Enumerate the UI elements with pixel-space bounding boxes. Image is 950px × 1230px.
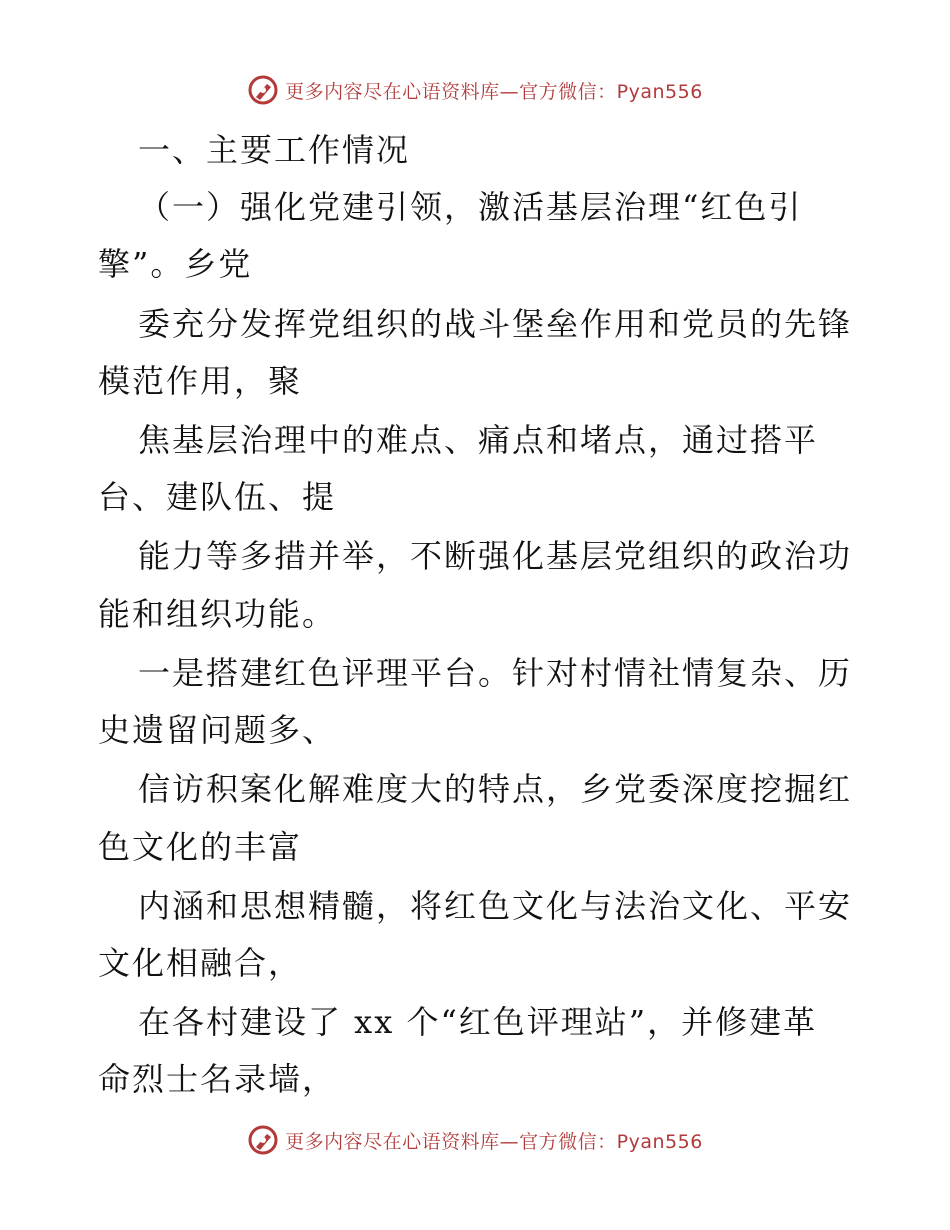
watermark-text: 更多内容尽在心语资料库—官方微信：Pyan556 [285, 1130, 703, 1153]
paragraph-line: 内涵和思想精髓，将红色文化与法治文化、平安 [138, 887, 853, 925]
paragraph-line: 能和组织功能。 [98, 595, 337, 633]
paragraph-line: 色文化的丰富 [98, 828, 303, 866]
paragraph-line: 信访积案化解难度大的特点，乡党委深度挖掘红 [138, 770, 853, 808]
paragraph-line: 能力等多措并举，不断强化基层党组织的政治功 [138, 537, 853, 575]
paragraph-line: 一是搭建红色评理平台。针对村情社情复杂、历 [138, 654, 853, 692]
watermark-footer [0, 1120, 950, 1160]
paragraph-line: 焦基层治理中的难点、痛点和堵点，通过搭平 [138, 421, 819, 459]
paragraph-line: 文化相融合， [98, 944, 303, 982]
paragraph-line: 史遗留问题多、 [98, 711, 337, 749]
paragraph-line: 擎”。乡党 [98, 245, 253, 283]
paragraph-line: 命烈士名录墙， [98, 1060, 337, 1098]
paragraph-line: （一）强化党建引领，激活基层治理“红色引 [138, 188, 803, 226]
paragraph-line: 一、主要工作情况 [138, 131, 411, 169]
pen-logo-icon [247, 1124, 279, 1156]
paragraph-line: 在各村建设了 xx 个“红色评理站”，并修建革 [138, 1003, 818, 1041]
paragraph-line: 模范作用，聚 [98, 362, 303, 400]
watermark-header [0, 70, 950, 110]
paragraph-line: 委充分发挥党组织的战斗堡垒作用和党员的先锋 [138, 305, 853, 343]
pen-logo-icon [247, 74, 279, 106]
paragraph-line: 台、建队伍、提 [98, 478, 337, 516]
watermark-text: 更多内容尽在心语资料库—官方微信：Pyan556 [285, 80, 703, 103]
